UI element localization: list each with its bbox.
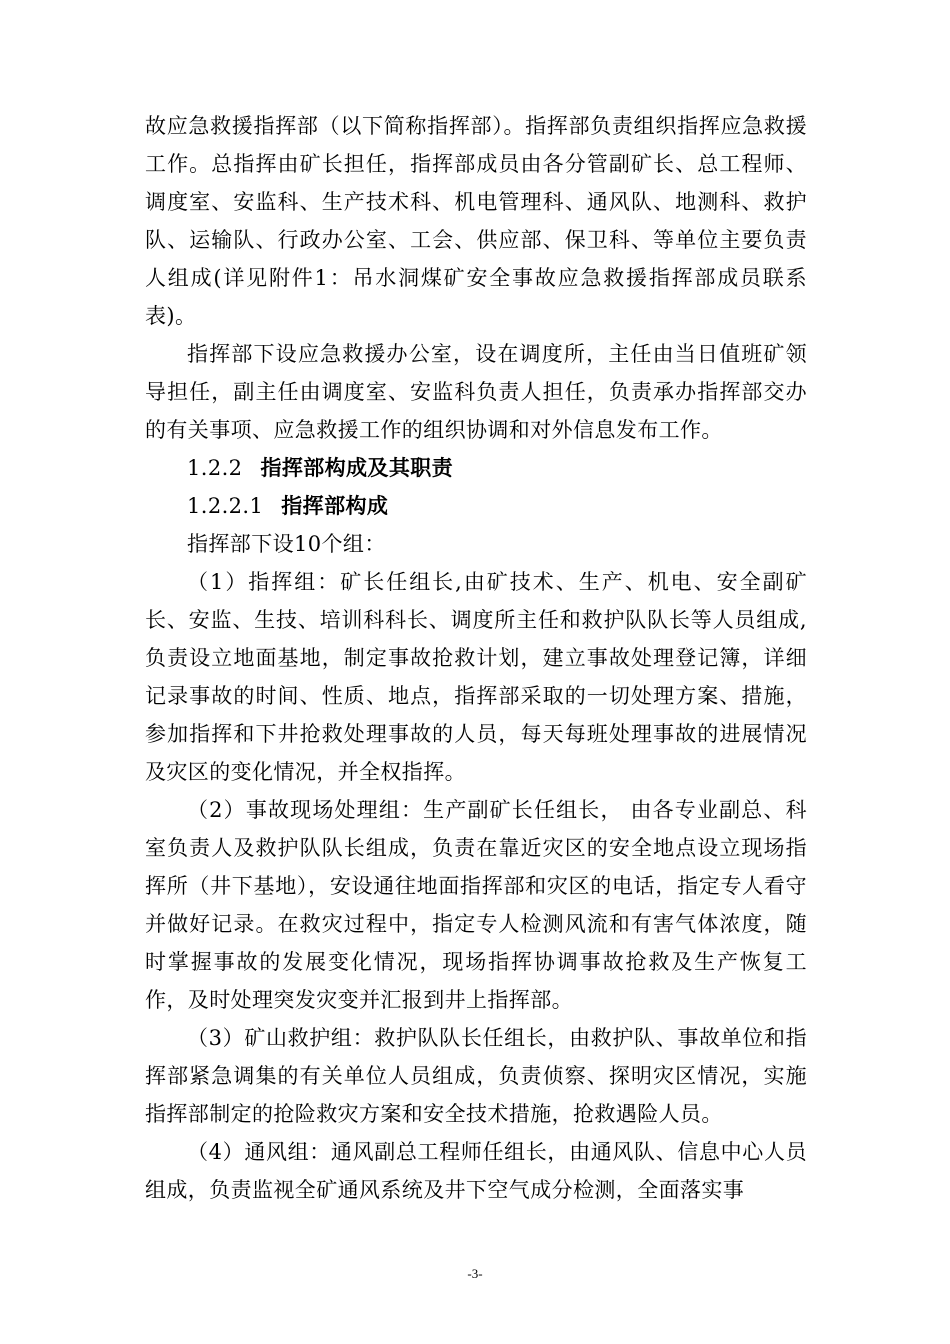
paragraph-intro: 故应急救援指挥部（以下简称指挥部）。指挥部负责组织指挥应急救援工作。总指挥由矿长担任，指挥部成员由各分管副矿长、总工程师、调度室、安监科、生产技术科、机电管理科、通风队、地测科、救护队、运输队、行政办公室、工会、供应部、保卫科、等单位主要负责人组成(详见附件1：吊水洞煤矿安全事故应急救援指挥部成员联系表)。 (145, 114, 807, 328)
paragraph-group-3: （3）矿山救护组：救护队队长任组长，由救护队、事故单位和指挥部紧急调集的有关单位人员组成，负责侦察、探明灾区情况，实施指挥部制定的抢险救灾方案和安全技术措施，抢救遇险人员。 (145, 1026, 807, 1126)
section-heading-1-2-2 (145, 449, 807, 487)
paragraph-group-2: （2）事故现场处理组：生产副矿长任组长， 由各专业副总、科室负责人及救护队队长组成，负责在靠近灾区的安全地点设立现场指挥所（井下基地），安设通往地面指挥部和灾区的电话，指定专人看守并做好记录。在救灾过程中，指定专人检测风流和有害气体浓度，随时掌握事故的发展变化情况，现场指挥协调事故抢救及生产恢复工作，及时处理突发灾变并汇报到井上指挥部。 (145, 798, 807, 1012)
document-body (145, 107, 807, 1209)
section-title: 指挥部构成 (281, 493, 389, 518)
page-number: -3- (467, 1266, 483, 1281)
section-title: 指挥部构成及其职责 (260, 455, 454, 480)
paragraph-groups: 指挥部下设10个组： (187, 532, 386, 556)
section-number: 1.2.2 (187, 456, 243, 480)
paragraph-group-4: （4）通风组：通风副总工程师任组长，由通风队、信息中心人员组成，负责监视全矿通风系统及井下空气成分检测，全面落实事 (145, 1140, 807, 1202)
section-heading-1-2-2-1 (145, 487, 807, 525)
paragraph-group-1: （1）指挥组：矿长任组长,由矿技术、生产、机电、安全副矿长、安监、生技、培训科科长、调度所主任和救护队队长等人员组成,负责设立地面基地，制定事故抢救计划，建立事故处理登记簿，详细记录事故的时间、性质、地点，指挥部采取的一切处理方案、措施，参加指挥和下井抢救处理事故的人员，每天每班处理事故的进展情况及灾区的变化情况，并全权指挥。 (145, 570, 807, 784)
section-number: 1.2.2.1 (187, 494, 264, 518)
paragraph-office: 指挥部下设应急救援办公室，设在调度所，主任由当日值班矿领导担任，副主任由调度室、安监科负责人担任，负责承办指挥部交办的有关事项、应急救援工作的组织协调和对外信息发布工作。 (145, 342, 807, 442)
